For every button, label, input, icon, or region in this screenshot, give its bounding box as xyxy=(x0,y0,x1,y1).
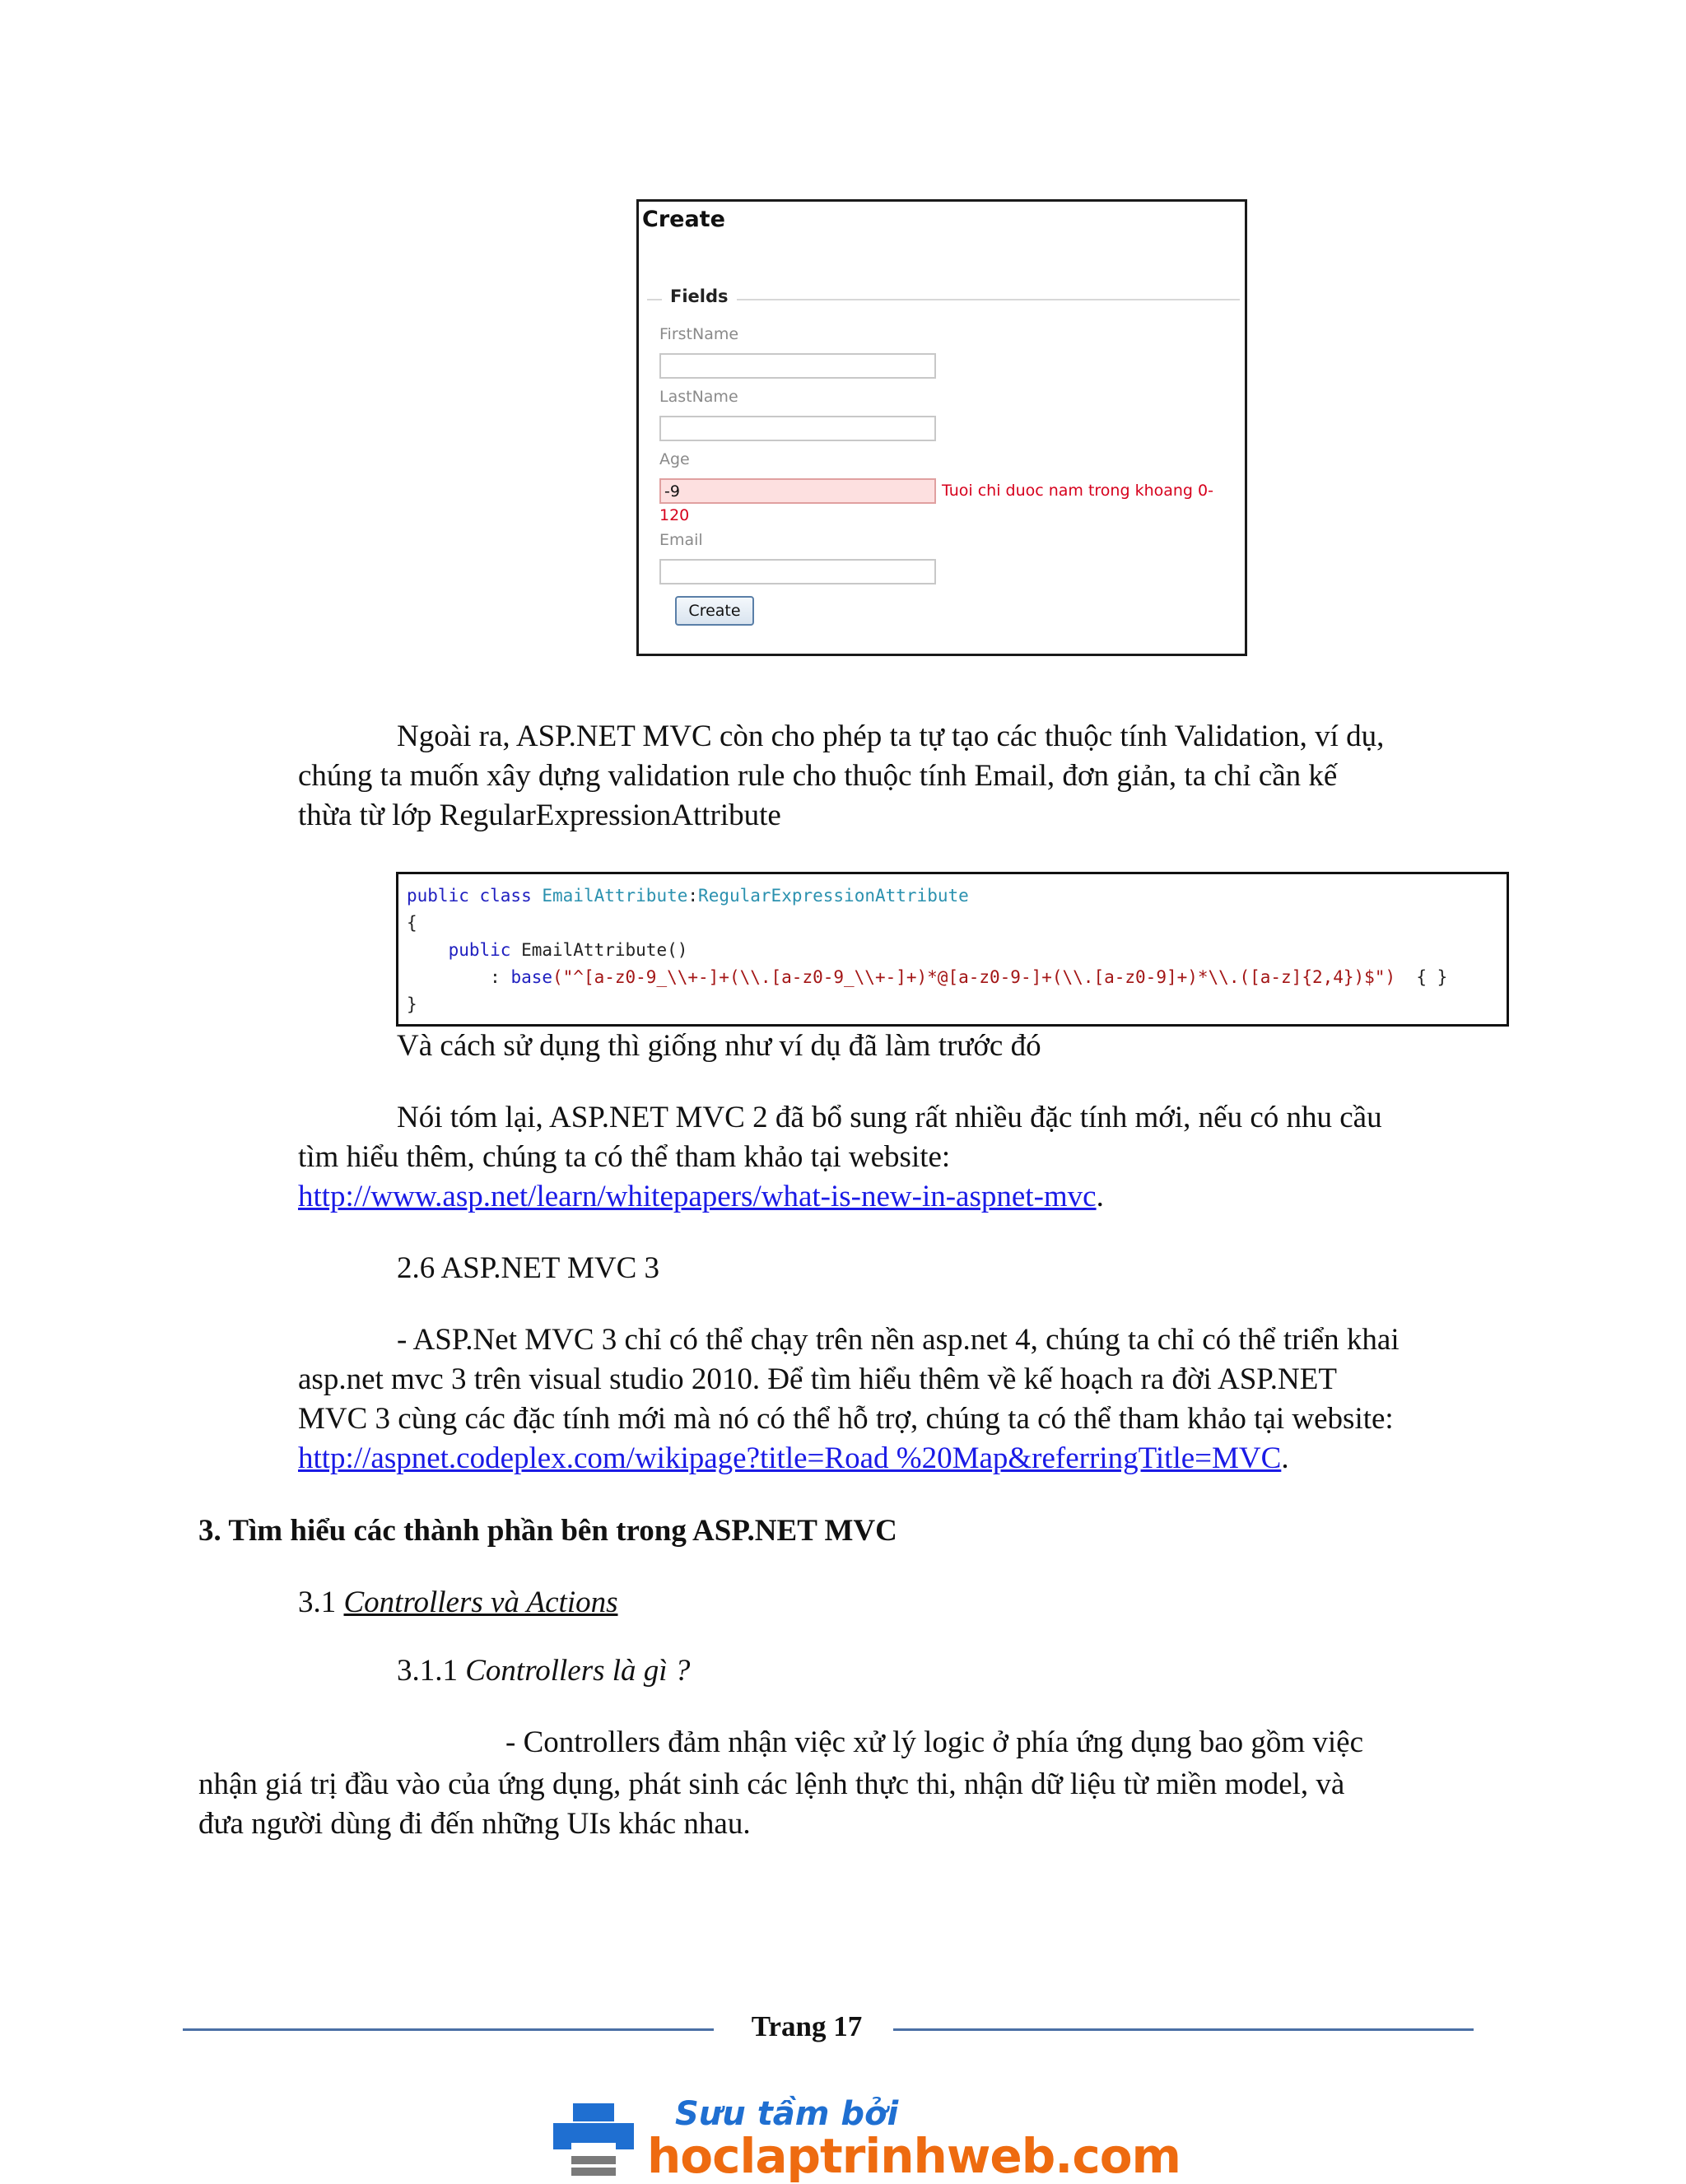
footer-rule-left xyxy=(183,2028,714,2031)
age-input[interactable]: -9 xyxy=(659,478,936,504)
paragraph-line: nhận giá trị đầu vào của ứng dụng, phát sinh các lệnh thực thi, nhận dữ liệu từ miền model, và xyxy=(198,1767,1345,1801)
email-label: Email xyxy=(659,531,703,549)
code-keyword: base xyxy=(510,967,553,987)
paragraph-controllers: - Controllers đảm nhận việc xử lý logic ở phía ứng dụng bao gồm việc xyxy=(505,1725,1364,1759)
code-punct: : xyxy=(687,886,699,906)
code-type: RegularExpressionAttribute xyxy=(698,886,969,906)
code-constructor: EmailAttribute() xyxy=(521,940,688,960)
age-error-message: Tuoi chi duoc nam trong khoang 0- xyxy=(942,482,1213,500)
roadmap-link[interactable]: http://aspnet.codeplex.com/wikipage?title=Road %20Map&referringTitle=MVC xyxy=(298,1441,1282,1475)
paragraph-line: Ngoài ra, ASP.NET MVC còn cho phép ta tự tạo các thuộc tính Validation, ví dụ, xyxy=(397,719,1385,753)
age-label: Age xyxy=(659,450,690,468)
lastname-label: LastName xyxy=(659,388,738,406)
firstname-label: FirstName xyxy=(659,325,739,343)
paragraph-line xyxy=(298,1439,1394,1479)
paragraph-line: thừa từ lớp RegularExpressionAttribute xyxy=(298,799,781,832)
code-keyword: public xyxy=(407,940,522,960)
paragraph-line: chúng ta muốn xây dựng validation rule cho thuộc tính Email, đơn giản, ta chỉ cần kế xyxy=(298,759,1338,793)
code-type: EmailAttribute xyxy=(542,886,688,906)
code-keyword: public class xyxy=(407,886,543,906)
paragraph-controllers-cont xyxy=(198,1765,1344,1844)
create-button[interactable]: Create xyxy=(675,596,754,626)
code-regex-string: ("^[a-z0-9_\\+-]+(\\.[a-z0-9_\\+-]+)*@[a-z0-9-]+(\\.[a-z0-9]+)*\\.([a-z]{2,4})$") xyxy=(552,967,1396,987)
firstname-input[interactable] xyxy=(659,353,936,379)
code-body: { } xyxy=(1395,967,1448,987)
paragraph-line: đưa người dùng đi đến những UIs khác nhau. xyxy=(198,1807,751,1841)
site-logo xyxy=(550,2095,1181,2184)
code-indent: : xyxy=(407,967,511,987)
section-title: Controllers là gì ? xyxy=(465,1654,691,1688)
printer-icon xyxy=(550,2103,640,2182)
page-number: Trang 17 xyxy=(751,2010,863,2042)
paragraph-line: tìm hiểu thêm, chúng ta có thể tham khảo tại website: xyxy=(298,1140,951,1174)
logo-tagline: Sưu tầm bởi xyxy=(675,2095,899,2133)
code-brace: { xyxy=(407,913,417,933)
footer-rule-right xyxy=(893,2028,1474,2031)
section-heading-2-6: 2.6 ASP.NET MVC 3 xyxy=(397,1251,660,1285)
whats-new-link[interactable]: http://www.asp.net/learn/whitepapers/what-is-new-in-aspnet-mvc xyxy=(298,1180,1097,1213)
section-title: Controllers và Actions xyxy=(343,1586,618,1619)
section-heading-3-1-1 xyxy=(397,1651,690,1691)
paragraph-line: asp.net mvc 3 trên visual studio 2010. Để tìm hiểu thêm về kế hoạch ra đời ASP.NET xyxy=(298,1362,1337,1396)
paragraph-mvc3-cont xyxy=(298,1360,1394,1479)
paragraph-line: MVC 3 cùng các đặc tính mới mà nó có thể hỗ trợ, chúng ta có thể tham khảo tại website: xyxy=(298,1402,1394,1436)
form-title: Create xyxy=(642,207,725,232)
lastname-input[interactable] xyxy=(659,416,936,441)
period: . xyxy=(1281,1441,1289,1475)
paragraph-usage: Và cách sử dụng thì giống như ví dụ đã làm trước đó xyxy=(397,1029,1041,1063)
section-number: 3.1 xyxy=(298,1586,344,1619)
section-heading-3: 3. Tìm hiểu các thành phần bên trong ASP.NET MVC xyxy=(198,1514,897,1548)
create-form-screenshot xyxy=(636,199,1247,656)
paragraph-summary: Nói tóm lại, ASP.NET MVC 2 đã bổ sung rất nhiều đặc tính mới, nếu có nhu cầu xyxy=(397,1101,1382,1134)
logo-site-name: hoclaptrinhweb.com xyxy=(647,2128,1181,2184)
age-error-message-cont: 120 xyxy=(659,506,690,524)
fieldset-legend: Fields xyxy=(662,286,737,306)
period: . xyxy=(1096,1180,1104,1213)
code-brace: } xyxy=(407,994,417,1014)
paragraph-line xyxy=(298,1177,1104,1217)
paragraph-mvc3: - ASP.Net MVC 3 chỉ có thể chạy trên nền asp.net 4, chúng ta chỉ có thể triển khai xyxy=(397,1323,1400,1357)
section-number: 3.1.1 xyxy=(397,1654,466,1688)
paragraph-summary-cont xyxy=(298,1138,1104,1217)
section-heading-3-1 xyxy=(298,1583,618,1623)
paragraph-custom-validation xyxy=(397,717,1384,757)
paragraph-custom-validation-cont xyxy=(298,757,1337,836)
email-input[interactable] xyxy=(659,559,936,584)
code-snippet xyxy=(396,872,1509,1027)
